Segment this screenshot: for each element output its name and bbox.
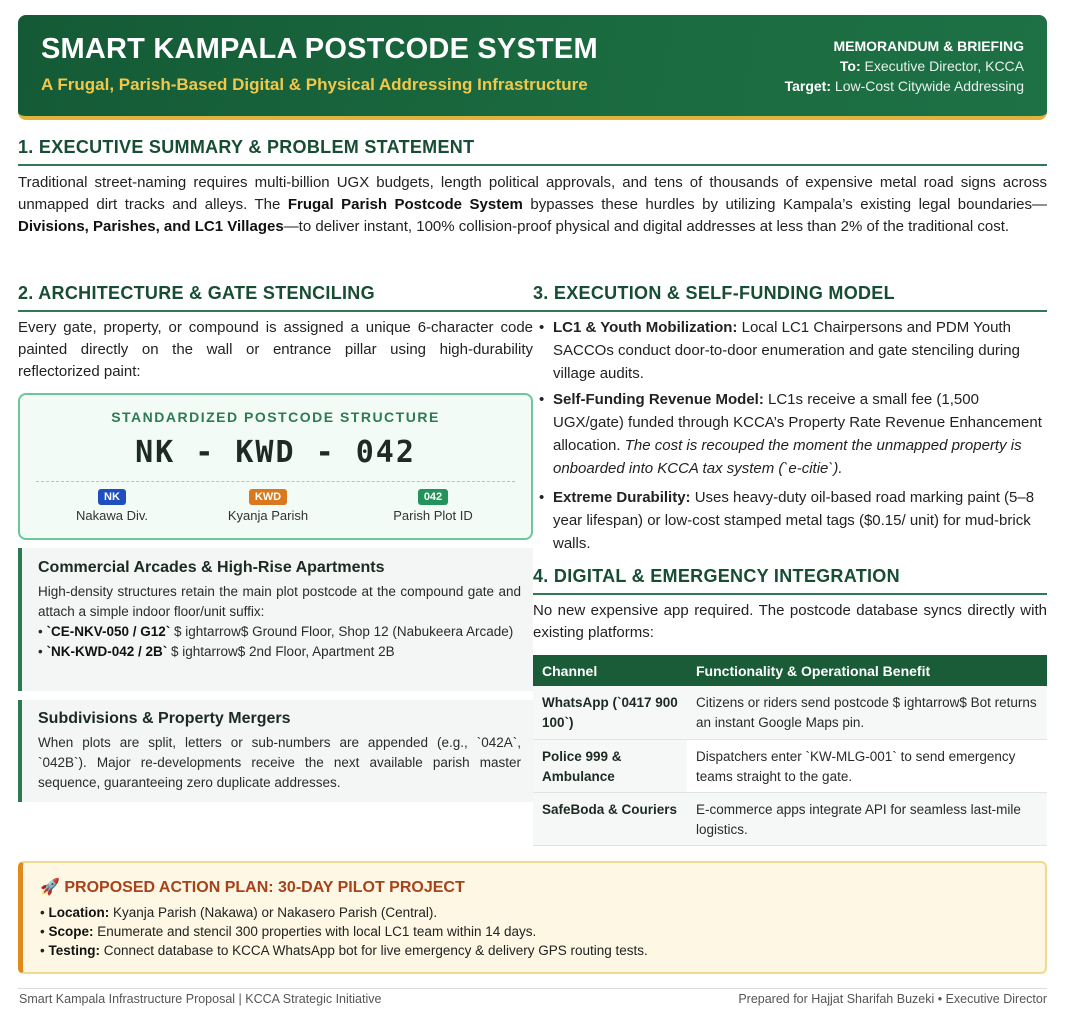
summary-part-b: bypasses these hurdles by utilizing Kampala’s existing legal boundaries— <box>522 196 1048 213</box>
bullet-lc1-mobilization: • LC1 & Youth Mobilization: Local LC1 Chairpersons and PDM Youth SACCOs conduct door-to-door enumeration and gate stenciling during village audits. <box>539 319 1020 382</box>
b2-text: LC1s receive a small fee (1,500 UGX/gate) funded through KCCA’s Property Rate Revenue Enhancement allocation. <box>553 391 1042 454</box>
bullet-durability: • Extreme Durability: Uses heavy-duty oil-based road marking paint (5–8 year lifespan) or low-cost stamped metal tags ($0.15/ unit) for mud-brick walls. <box>539 489 1035 552</box>
to-label: To: <box>839 58 861 74</box>
header-benefit: Functionality & Operational Benefit <box>687 655 1047 686</box>
benefit-cell: E-commerce apps integrate API for seamless last-mile logistics. <box>687 792 1047 845</box>
integration-intro: No new expensive app required. The postcode database syncs directly with existing platforms: <box>533 602 1047 641</box>
header-channel: Channel <box>533 655 687 686</box>
table-row <box>533 686 1047 739</box>
document-title: SMART KAMPALA POSTCODE SYSTEM <box>41 33 598 65</box>
b3-bold: Extreme Durability: <box>553 489 691 506</box>
executive-summary-text <box>18 172 1047 238</box>
section-4-title: 4. DIGITAL & EMERGENCY INTEGRATION <box>533 566 1047 595</box>
subdivisions-body: When plots are split, letters or sub-numbers are appended (e.g., `042A`, `042B`). Major re-developments receive the next available parish master sequence, guaranteeing zero duplicate addresses. <box>38 735 521 790</box>
action-plan-box <box>18 861 1047 974</box>
item1-code: `CE-NKV-050 / G12` <box>46 624 171 639</box>
item1-text: $ ightarrow$ Ground Floor, Shop 12 (Nabukeera Arcade) <box>170 624 514 639</box>
table-header-row <box>533 655 1047 686</box>
channel-cell: Police 999 & Ambulance <box>533 739 687 792</box>
header-banner <box>18 15 1047 120</box>
plan-testing: • Testing: Connect database to KCCA WhatsApp bot for live emergency & delivery GPS routing tests. <box>40 943 648 958</box>
footer-divider <box>18 988 1047 989</box>
b1-text: Local LC1 Chairpersons and PDM Youth SACCOs conduct door-to-door enumeration and gate stenciling during village audits. <box>553 319 1020 382</box>
parish-badge: KWD <box>249 489 287 505</box>
structure-title: STANDARDIZED POSTCODE STRUCTURE <box>111 409 440 425</box>
benefit-cell: Citizens or riders send postcode $ ightarrow$ Bot returns an instant Google Maps pin. <box>687 686 1047 739</box>
division-badge: NK <box>98 489 126 505</box>
plan-heading <box>40 877 465 897</box>
l2-bold: Scope: <box>48 924 94 939</box>
commercial-body <box>38 582 521 662</box>
summary-bold-a: Frugal Parish Postcode System <box>287 196 523 213</box>
benefit-cell: Dispatchers enter `KW-MLG-001` to send emergency teams straight to the gate. <box>687 739 1047 792</box>
memo-to <box>785 56 1024 76</box>
integration-table <box>533 655 1047 846</box>
footer-right: Prepared for Hajjat Sharifah Buzeki • Executive Director <box>738 992 1047 1006</box>
postcode-example: NK - KWD - 042 <box>135 435 416 470</box>
plot-badge: 042 <box>418 489 448 505</box>
item2-code: `NK-KWD-042 / 2B` <box>46 644 168 659</box>
architecture-intro: Every gate, property, or compound is assigned a unique 6-character code painted directly on the wall or entrance pillar using high-durability reflectorized paint: <box>18 319 533 380</box>
b3-text: Uses heavy-duty oil-based road marking paint (5–8 year lifespan) or low-cost stamped metal tags ($0.15/ unit) for mud-brick walls. <box>553 489 1035 552</box>
table-row <box>533 739 1047 792</box>
segment-parish <box>193 487 343 523</box>
section-2-title: 2. ARCHITECTURE & GATE STENCILING <box>18 283 533 312</box>
to-value: Executive Director, KCCA <box>864 58 1024 74</box>
commercial-item-2: • `NK-KWD-042 / 2B` $ ightarrow$ 2nd Floor, Apartment 2B <box>38 644 395 659</box>
plan-location: • Location: Kyanja Parish (Nakawa) or Nakasero Parish (Central). <box>40 905 438 920</box>
l1-bold: Location: <box>48 905 110 920</box>
b2-italic: The cost is recouped the moment the unmapped property is onboarded into KCCA tax system (`e-citie`). <box>553 437 1022 477</box>
segment-division <box>37 487 187 523</box>
b2-bold: Self-Funding Revenue Model: <box>553 391 764 408</box>
l3-text: Connect database to KCCA WhatsApp bot for live emergency & delivery GPS routing tests. <box>99 943 648 958</box>
target-label: Target: <box>784 78 832 94</box>
channel-cell: SafeBoda & Couriers <box>533 792 687 845</box>
dashed-divider <box>36 481 515 482</box>
channel-cell: WhatsApp (`0417 900 100`) <box>533 686 687 739</box>
summary-part-c: —to deliver instant, 100% collision-proof physical and digital addresses at less than 2% of the traditional cost. <box>283 218 1010 235</box>
bullet-revenue-model: • Self-Funding Revenue Model: LC1s receive a small fee (1,500 UGX/gate) funded through KCCA’s Property Rate Revenue Enhancement allocation. The cost is recouped the moment the unmapped property is onboarded into KCCA tax system (`e-citie`). <box>539 391 1042 477</box>
section-1-title: 1. EXECUTIVE SUMMARY & PROBLEM STATEMENT <box>18 137 1047 166</box>
table-row <box>533 792 1047 845</box>
memo-block <box>785 36 1024 96</box>
plan-title: PROPOSED ACTION PLAN: 30-DAY PILOT PROJECT <box>64 879 465 896</box>
memo-target <box>785 76 1024 96</box>
rocket-icon: 🚀 <box>40 879 60 896</box>
commercial-item-1: • `CE-NKV-050 / G12` $ ightarrow$ Ground Floor, Shop 12 (Nabukeera Arcade) <box>38 624 514 639</box>
postcode-structure-card <box>18 393 533 540</box>
commercial-callout <box>18 548 533 691</box>
l1-text: Kyanja Parish (Nakawa) or Nakasero Parish (Central). <box>109 905 438 920</box>
section-3-title: 3. EXECUTION & SELF-FUNDING MODEL <box>533 283 1047 312</box>
subdivisions-callout <box>18 700 533 802</box>
plan-scope: • Scope: Enumerate and stencil 300 properties with local LC1 team within 14 days. <box>40 924 537 939</box>
commercial-description: High-density structures retain the main plot postcode at the compound gate and attach a simple indoor floor/unit suffix: <box>38 584 521 619</box>
parish-label: Kyanja Parish <box>227 508 309 523</box>
segment-plot <box>358 487 508 523</box>
commercial-title: Commercial Arcades & High-Rise Apartments <box>38 559 385 576</box>
footer-left: Smart Kampala Infrastructure Proposal | KCCA Strategic Initiative <box>19 992 382 1006</box>
memo-label: MEMORANDUM & BRIEFING <box>833 38 1024 54</box>
summary-bold-b: Divisions, Parishes, and LC1 Villages <box>18 218 284 235</box>
plot-label: Parish Plot ID <box>393 508 473 523</box>
division-label: Nakawa Div. <box>75 508 148 523</box>
target-value: Low-Cost Citywide Addressing <box>834 78 1024 94</box>
summary-part-a: Traditional street-naming requires multi-billion UGX budgets, length political approvals, and tens of thousands of expensive metal road signs across unmapped dirt tracks and alleys. The <box>18 174 1047 213</box>
subdivisions-title: Subdivisions & Property Mergers <box>38 710 291 727</box>
document-subtitle: A Frugal, Parish-Based Digital & Physical Addressing Infrastructure <box>41 75 588 94</box>
item2-text: $ ightarrow$ 2nd Floor, Apartment 2B <box>167 644 395 659</box>
l2-text: Enumerate and stencil 300 properties with local LC1 team within 14 days. <box>93 924 537 939</box>
l3-bold: Testing: <box>48 943 100 958</box>
b1-bold: LC1 & Youth Mobilization: <box>553 319 738 336</box>
